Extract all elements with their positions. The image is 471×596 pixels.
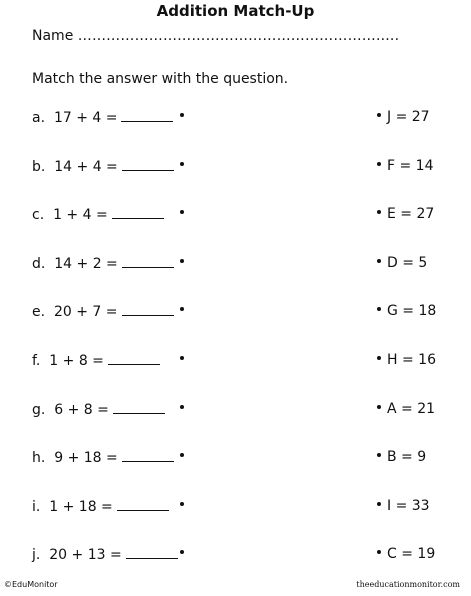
- answer-blank[interactable]: [122, 448, 174, 462]
- answer-bullet[interactable]: [377, 210, 381, 214]
- answer-bullet[interactable]: [377, 356, 381, 360]
- answer-blank[interactable]: [126, 545, 178, 559]
- question: [32, 302, 174, 321]
- question-expression: 14 + 4 =: [54, 158, 118, 175]
- question: [32, 448, 174, 467]
- answer-blank[interactable]: [112, 205, 164, 219]
- question-letter: f.: [32, 352, 41, 369]
- instruction: Match the answer with the question.: [32, 71, 289, 87]
- question-expression: 14 + 2 =: [54, 255, 118, 272]
- answer-bullet[interactable]: [377, 550, 381, 554]
- question-letter: b.: [32, 158, 46, 175]
- question-expression: 9 + 18 =: [54, 450, 118, 467]
- question-bullet[interactable]: [180, 356, 184, 360]
- match-row: [0, 396, 471, 445]
- question: [32, 497, 169, 516]
- answer-bullet[interactable]: [377, 162, 381, 166]
- question: [32, 205, 164, 224]
- match-row: [0, 444, 471, 493]
- question-bullet[interactable]: [180, 259, 184, 263]
- answer-bullet[interactable]: [377, 453, 381, 457]
- question-bullet[interactable]: [180, 113, 184, 117]
- answer-bullet[interactable]: [377, 307, 381, 311]
- name-line: [32, 27, 399, 45]
- answer-option: A = 21: [387, 400, 436, 417]
- question-expression: 1 + 18 =: [49, 498, 113, 515]
- match-row: [0, 347, 471, 396]
- match-row: [0, 153, 471, 202]
- match-row: [0, 250, 471, 299]
- question-expression: 17 + 4 =: [53, 110, 118, 126]
- question-bullet[interactable]: [180, 550, 184, 554]
- answer-option: E = 27: [387, 206, 435, 223]
- match-rows: [0, 104, 471, 590]
- answer-option: F = 14: [387, 157, 434, 174]
- question: [32, 400, 165, 419]
- question: [32, 545, 178, 564]
- question-expression: 1 + 4 =: [53, 207, 108, 224]
- name-dots: ……………………………………………………….....: [77, 28, 400, 44]
- footer-website: theeducationmonitor.com: [356, 580, 460, 589]
- answer-blank[interactable]: [117, 497, 169, 511]
- match-row: [0, 104, 471, 153]
- question-expression: 6 + 8 =: [54, 401, 109, 418]
- answer-blank[interactable]: [122, 157, 174, 171]
- question-letter: i.: [32, 498, 41, 515]
- answer-bullet[interactable]: [377, 259, 381, 263]
- answer-blank[interactable]: [121, 108, 173, 122]
- question-bullet[interactable]: [180, 405, 184, 409]
- question-letter: c.: [32, 207, 45, 224]
- answer-option: D = 5: [387, 254, 428, 271]
- question: [32, 157, 174, 176]
- answer-option: H = 16: [387, 351, 436, 368]
- answer-option: C = 19: [387, 546, 436, 563]
- question-letter: a.: [32, 110, 46, 126]
- question: [32, 108, 173, 127]
- question: [32, 254, 174, 273]
- question-bullet[interactable]: [180, 210, 184, 214]
- footer-copyright: ©EduMonitor: [4, 580, 58, 589]
- question-expression: 1 + 8 =: [49, 352, 104, 369]
- answer-option: J = 27: [387, 109, 430, 125]
- question-letter: g.: [32, 401, 46, 418]
- question-letter: e.: [32, 304, 46, 321]
- answer-blank[interactable]: [122, 302, 174, 316]
- question-letter: j.: [32, 547, 41, 564]
- question-letter: h.: [32, 450, 46, 467]
- worksheet-title: Addition Match-Up: [156, 2, 315, 20]
- answer-option: G = 18: [387, 303, 437, 320]
- answer-blank[interactable]: [108, 351, 160, 365]
- answer-blank[interactable]: [122, 254, 174, 268]
- answer-blank[interactable]: [113, 400, 165, 414]
- question-bullet[interactable]: [180, 162, 184, 166]
- answer-bullet[interactable]: [377, 113, 381, 117]
- match-row: [0, 298, 471, 347]
- question-bullet[interactable]: [180, 307, 184, 311]
- match-row: [0, 493, 471, 542]
- answer-bullet[interactable]: [377, 502, 381, 506]
- answer-option: B = 9: [387, 449, 427, 466]
- question-letter: d.: [32, 255, 46, 272]
- question-bullet[interactable]: [180, 453, 184, 457]
- name-label: Name: [32, 28, 74, 44]
- match-row: [0, 201, 471, 250]
- question: [32, 351, 160, 370]
- question-bullet[interactable]: [180, 502, 184, 506]
- question-expression: 20 + 7 =: [53, 304, 118, 321]
- answer-option: I = 33: [387, 497, 430, 514]
- answer-bullet[interactable]: [377, 405, 381, 409]
- question-expression: 20 + 13 =: [49, 547, 122, 564]
